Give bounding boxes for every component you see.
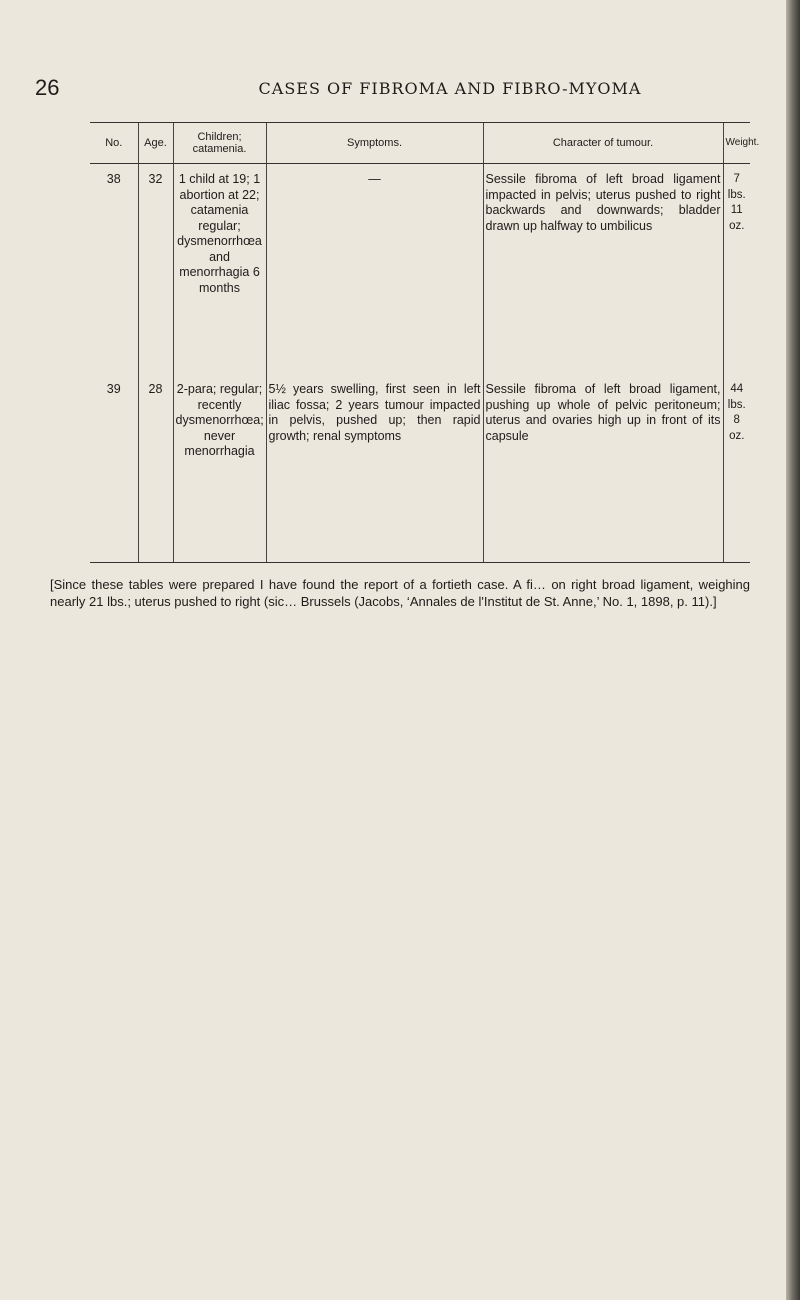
cases-table: [90, 122, 760, 563]
cell-age: 28: [138, 378, 173, 563]
cell-character: Sessile fibroma of left broad ligament impacted in pelvis; uterus pushed to right backwards and downwards; bladder drawn up halfway to umbilicus: [483, 164, 723, 379]
cell-symptoms: 5½ years swelling, first seen in left iliac fossa; 2 years tumour impacted in pelvis, pushed up; then rapid growth; renal symptoms: [266, 378, 483, 563]
cell-symptoms: —: [266, 164, 483, 379]
weight-lbs: 7 lbs.: [727, 173, 746, 201]
running-head: CASES OF FIBROMA AND FIBRO-MYOMA: [258, 79, 642, 98]
footnote: [Since these tables were prepared I have found the report of a fortieth case. A fi… on right broad ligament, weighing nearly 21 lbs.; uterus pushed to right (sic… Brussels (Jacobs, ‘Annales de l'Institut de St. Anne,’ No. 1, 1898, p. 11).]: [50, 577, 750, 609]
column-header-symptoms: Symptoms.: [266, 123, 483, 164]
column-header-weight: Weight.: [723, 123, 750, 164]
page-number: 26: [35, 75, 60, 100]
weight-lbs: 44 lbs.: [727, 383, 746, 411]
column-header-age: Age.: [138, 123, 173, 164]
weight-oz: 11 oz.: [729, 204, 745, 232]
cell-no: 38: [106, 172, 121, 186]
page-header: [0, 75, 760, 105]
cell-children: 1 child at 19; 1 abortion at 22; catamenia regular; dysmenorrhœa and menorrhagia 6 months: [173, 164, 266, 379]
column-header-character: Character of tumour.: [483, 123, 723, 164]
cell-no: 39: [90, 378, 138, 563]
cell-weight: [723, 164, 750, 379]
column-header-no: No.: [90, 123, 138, 164]
cell-character: Sessile fibroma of left broad ligament, pushing up whole of pelvic peritoneum; uterus and ovaries high up in front of its capsule: [483, 378, 723, 563]
cell-weight: [723, 378, 750, 563]
table-header-row: [90, 123, 750, 164]
table-row: [90, 378, 750, 563]
table-row: [90, 164, 750, 379]
weight-oz: 8 oz.: [729, 414, 745, 442]
page-edge-shadow: [786, 0, 800, 1300]
column-header-children: Children; catamenia.: [173, 123, 266, 164]
cell-age: 32: [138, 164, 173, 379]
cell-children: 2-para; regular; recently dysmenorrhœa; never menorrhagia: [173, 378, 266, 563]
